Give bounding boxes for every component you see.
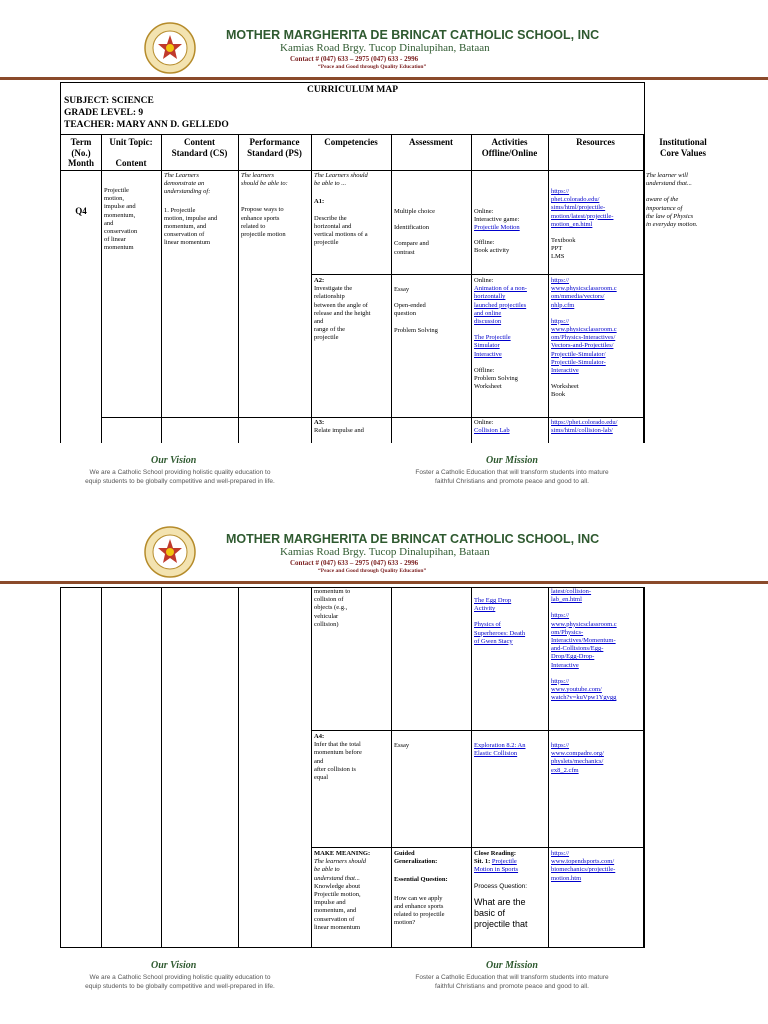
topendsports-link[interactable]: https:// www.topendsports.com/ biomechanics/projectile- motion.htm [551, 850, 616, 882]
phet-collision-link[interactable]: https://phet.colorado.edu/ sims/html/collision-lab/ [551, 419, 618, 435]
assessment-a4: Essay [394, 742, 410, 749]
col-head-term: Term (No.) Month [67, 137, 94, 168]
col-head-ps: Performance Standard (PS) [247, 137, 302, 158]
col-divider [548, 588, 549, 947]
row-divider [61, 170, 644, 171]
youtube-link[interactable]: https:// www.youtube.com/ watch?v=kuVpw1Ygvgg [551, 677, 617, 702]
doc-teacher: TEACHER: MARY ANN D. GELLEDO [64, 120, 229, 130]
page-2 [0, 512, 768, 1024]
egg-drop-interactive-link[interactable]: https:// www.physicsclassroom.c om/Physics- Interactives/Momentum- and-Collisions/Egg- Drop/Egg-Drop- Interactive [551, 612, 617, 669]
row-divider [311, 847, 644, 848]
col-divider [471, 588, 472, 947]
vision-title: Our Vision [151, 960, 197, 971]
activities-a3: Online: Collision Lab [474, 419, 548, 435]
col-divider [471, 134, 472, 443]
activities-a3-cont [474, 597, 548, 646]
col-divider [101, 588, 102, 947]
core-values: The learner will understand that... aware of the importance of the law of Physics in everyday motion. [646, 172, 698, 229]
content-standard: The Learners demonstrate an understanding of: 1. Projectile motion, impulse and momentum, and conservation of linear momentum [164, 172, 218, 247]
performance-standard: The learners should be able to: Propose ways to enhance sports related to projectile motion [241, 172, 288, 239]
mission-title: Our Mission [486, 455, 538, 466]
projectile-simulator-link[interactable]: The Projectile Simulator Interactive [474, 334, 511, 358]
col-divider [548, 134, 549, 443]
col-head-unit: Unit Topic: Content [109, 137, 153, 168]
mission-title: Our Mission [486, 960, 538, 971]
col-head-assessment: Assessment [409, 137, 453, 147]
row-divider [311, 730, 644, 731]
school-name: MOTHER MARGHERITA DE BRINCAT CATHOLIC SCHOOL, INC [226, 28, 600, 42]
doc-subject: SUBJECT: SCIENCE [64, 96, 154, 106]
col-divider [643, 134, 644, 443]
competency-a4: A4: Infer that the total momentum before and after collision is equal [314, 733, 362, 782]
school-motto: “Peace and Good through Quality Education” [318, 568, 427, 574]
elastic-collision-link[interactable]: Exploration 8.2: An Elastic Collision [474, 742, 526, 758]
activities-a2: Online: Animation of a non- horizontally launched projectiles and online discussion The Projectile Simulator Interactive Offline: Problem Solving Worksheet [474, 277, 548, 391]
physicsclassroom-nhlp-link[interactable]: https:// www.physicsclassroom.c om/mmedia/vectors/ nhlp.cfm [551, 277, 617, 309]
resources-mm [551, 850, 643, 883]
col-divider [391, 134, 392, 443]
assessment-a1: Multiple choice Identification Compare and contrast [394, 208, 435, 256]
compadre-link[interactable]: https:// www.compadre.org/ physlets/mechanics/ ex8_2.cfm [551, 742, 604, 774]
make-meaning: MAKE MEANING: The learners should be able to understand that... Knowledge about Projectile motion, impulse and momentum, and conservation of linear momentum [314, 850, 371, 931]
row-divider [311, 274, 644, 275]
term-value: Q4 [75, 206, 87, 216]
school-address: Kamias Road Brgy. Tucop Dinalupihan, Bataan [280, 546, 490, 558]
resources-a4 [551, 742, 643, 775]
row-divider [101, 417, 644, 418]
resources-a2: https:// www.physicsclassroom.c om/mmedia/vectors/ nhlp.cfm https:// www.physicsclassroom.c om/Physics-Interactives/ Vectors-and-Projectiles/ Projectile-Simulator/ Projectile-Simulator- Interactive Worksheet Book [551, 277, 643, 400]
assessment-a2: Essay Open-ended question Problem Solving [394, 286, 438, 334]
col-divider [161, 588, 162, 947]
col-divider [643, 588, 644, 947]
curriculum-table [60, 82, 707, 443]
projectile-motion-link[interactable]: Projectile Motion [474, 224, 520, 232]
school-name: MOTHER MARGHERITA DE BRINCAT CATHOLIC SCHOOL, INC [226, 532, 600, 546]
col-divider [238, 588, 239, 947]
school-motto: “Peace and Good through Quality Education” [318, 64, 427, 70]
col-divider [391, 588, 392, 947]
doc-title: CURRICULUM MAP [306, 85, 399, 95]
col-head-cs: Content Standard (CS) [171, 137, 228, 158]
collision-lab-link[interactable]: Collision Lab [474, 427, 510, 435]
egg-drop-link[interactable]: The Egg Drop Activity [474, 597, 512, 613]
col-head-activities: Activities Offline/Online [481, 137, 538, 158]
unit-topic: Projectile motion, impulse and momentum, and conservation of linear momentum [104, 187, 138, 252]
non-horizontal-projectile-link[interactable]: Animation of a non- horizontally launched projectiles and online discussion [474, 285, 527, 326]
mission-text: Foster a Catholic Education that will transform students into mature faithful Christians and promote peace and good to all. [415, 974, 609, 990]
curriculum-table-continued [60, 587, 645, 948]
competency-a2: A2: Investigate the relationship between the angle of release and the height and range of the projectile [314, 277, 371, 342]
resources-a1: https:// phet.colorado.edu/ sims/html/projectile- motion/latest/projectile- motion_en.html Textbook PPT LMS [551, 188, 643, 262]
competency-a3: A3: Relate impulse and [314, 419, 364, 435]
vision-text: We are a Catholic School providing holistic quality education to equip students to be globally competitive and well-prepared in life. [85, 974, 275, 990]
col-divider [311, 134, 312, 443]
col-divider [161, 134, 162, 443]
col-divider [101, 134, 102, 443]
resources-a3 [551, 419, 643, 435]
close-reading: Close Reading: Sit. 1: Projectile Motion in Sports Process Question: What are the basic of projectile that [474, 850, 528, 929]
school-contact: Contact # (047) 633 – 2975 (047) 633 - 2996 [290, 55, 419, 63]
footer [62, 455, 634, 495]
activities-a1: Online: Interactive game: Projectile Motion Offline: Book activity [474, 208, 548, 255]
row-divider [61, 134, 644, 135]
school-seal-icon [144, 22, 196, 74]
col-head-resources: Resources [576, 137, 615, 147]
letterhead [0, 0, 768, 80]
col-divider [311, 588, 312, 947]
col-head-competencies: Competencies [324, 137, 378, 147]
school-seal-icon [144, 526, 196, 578]
activities-a4 [474, 742, 548, 758]
school-contact: Contact # (047) 633 – 2975 (047) 633 - 2996 [290, 559, 419, 567]
school-address: Kamias Road Brgy. Tucop Dinalupihan, Bataan [280, 42, 490, 54]
competency-a1: The Learners should be able to ... A1: Describe the horizontal and vertical motions of a projectile [314, 172, 368, 247]
footer [62, 960, 634, 1000]
resources-a3-cont [551, 588, 643, 702]
col-head-core-values: Institutional Core Values [659, 137, 707, 158]
collision-lab-url-link[interactable]: latest/collision- lab_en.html [551, 588, 592, 604]
vision-title: Our Vision [151, 455, 197, 466]
projectile-sports-link[interactable]: Projectile [491, 858, 517, 866]
col-divider [238, 134, 239, 443]
physicsclassroom-simulator-link[interactable]: https:// www.physicsclassroom.c om/Physics-Interactives/ Vectors-and-Projectiles/ Projectile-Simulator/ Projectile-Simulator- Interactive [551, 317, 617, 375]
doc-grade: GRADE LEVEL: 9 [64, 108, 144, 118]
guided-generalization: Guided Generalization: Essential Question: How can we apply and enhance sports related to projectile motion? [394, 850, 448, 927]
letterhead [0, 512, 768, 592]
mission-text: Foster a Catholic Education that will transform students into mature faithful Christians and promote peace and good to all. [415, 469, 609, 485]
header-rule [0, 77, 768, 80]
competency-a3-cont: momentum to collision of objects (e.g., vehicular collision) [314, 588, 351, 628]
phet-projectile-link[interactable]: https:// phet.colorado.edu/ sims/html/projectile- motion/latest/projectile- motion_en.html [551, 188, 614, 228]
header-rule [0, 581, 768, 584]
vision-text: We are a Catholic School providing holistic quality education to equip students to be globally competitive and well-prepared in life. [85, 469, 275, 485]
gwen-stacy-link[interactable]: Physics of Superheroes: Death of Gwen Stacy [474, 621, 526, 645]
